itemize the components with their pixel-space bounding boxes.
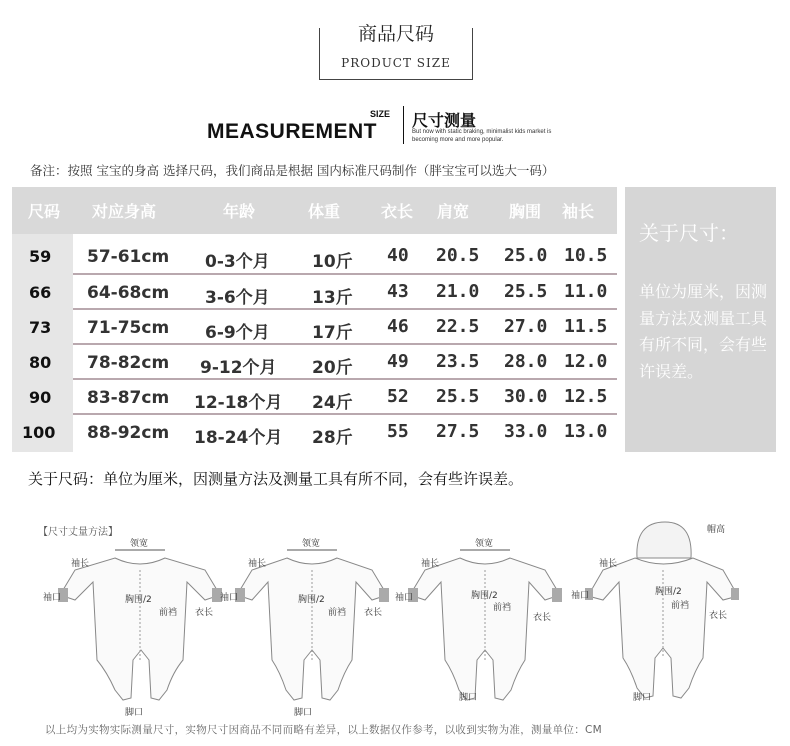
cell-weight: 20斤 [312, 358, 353, 378]
header-size: 尺码 [28, 202, 61, 221]
label-leg: 脚口 [459, 693, 478, 703]
size-selection-note: 备注：按照 宝宝的身高 选择尺码，我们商品是根据 国内标准尺码制作（胖宝宝可以选大一码） [30, 163, 555, 178]
romper-illustration [43, 539, 225, 718]
cell-chest: 28.0 [504, 351, 548, 372]
header-sleeve: 袖长 [562, 202, 595, 221]
table-row [12, 345, 617, 381]
hooded-romper-diagram [571, 518, 745, 722]
label-hood: 帽高 [707, 525, 726, 535]
label-crotch: 前裆 [159, 608, 178, 618]
footer-disclaimer: 以上均为实物实际测量尺寸，实物尺寸因商品不同而略有差异，以上数据仅作参考，以收到实物为准，测量单位：CM [45, 724, 602, 736]
label-cuff: 袖口 [43, 593, 62, 603]
cell-shoulder: 27.5 [436, 421, 480, 442]
cell-chest: 30.0 [504, 386, 548, 407]
cell-sleeve: 11.0 [564, 281, 608, 302]
cell-weight: 17斤 [312, 323, 353, 343]
cell-weight: 28斤 [312, 428, 353, 448]
cell-chest: 25.0 [504, 245, 548, 266]
table-row [12, 310, 617, 346]
cell-shoulder: 23.5 [436, 351, 480, 372]
cell-sleeve: 13.0 [564, 421, 608, 442]
cell-length: 46 [387, 316, 409, 337]
cell-chest: 25.5 [504, 281, 548, 302]
cell-shoulder: 22.5 [436, 316, 480, 337]
size-info-title: 关于尺寸： [639, 221, 739, 245]
cell-height: 88-92cm [87, 423, 170, 443]
cell-age: 12-18个月 [194, 393, 283, 413]
label-chest: 胸围/2 [655, 587, 682, 597]
cell-size: 59 [29, 247, 52, 266]
cell-chest: 27.0 [504, 316, 548, 337]
cell-height: 71-75cm [87, 318, 170, 338]
cell-age: 6-9个月 [205, 323, 270, 343]
cell-age: 0-3个月 [205, 252, 270, 272]
measurement-title-en: MEASUREMENT [207, 120, 378, 143]
label-leg: 脚口 [294, 708, 313, 718]
size-table [12, 187, 617, 452]
size-info-panel [625, 187, 776, 452]
cell-length: 43 [387, 281, 409, 302]
romper-diagram-2 [220, 539, 392, 719]
table-row [12, 415, 617, 451]
hooded-romper-illustration [571, 518, 745, 718]
label-sleeve: 袖长 [421, 559, 440, 569]
label-crotch: 前裆 [493, 603, 512, 613]
label-sleeve: 袖长 [71, 559, 90, 569]
label-chest: 胸围/2 [471, 591, 498, 601]
header-shoulder: 肩宽 [437, 202, 470, 221]
cell-length: 49 [387, 351, 409, 372]
label-leg: 脚口 [633, 693, 652, 703]
cell-length: 55 [387, 421, 409, 442]
cell-weight: 24斤 [312, 393, 353, 413]
cell-shoulder: 21.0 [436, 281, 480, 302]
divider [403, 106, 404, 144]
label-length: 衣长 [709, 611, 728, 621]
cell-sleeve: 12.5 [564, 386, 608, 407]
label-sleeve: 袖长 [599, 559, 618, 569]
label-collar: 领宽 [475, 539, 494, 549]
cell-shoulder: 25.5 [436, 386, 480, 407]
label-cuff: 袖口 [220, 593, 239, 603]
label-chest: 胸围/2 [125, 595, 152, 605]
cell-age: 18-24个月 [194, 428, 283, 448]
label-length: 衣长 [195, 608, 214, 618]
cell-height: 78-82cm [87, 353, 170, 373]
label-length: 衣长 [364, 608, 383, 618]
page-title: 商品尺码 [326, 19, 466, 46]
label-collar: 领宽 [302, 539, 321, 549]
cell-weight: 13斤 [312, 288, 353, 308]
cell-sleeve: 11.5 [564, 316, 608, 337]
label-collar: 领宽 [130, 539, 149, 549]
measurement-tagline: But now with static braking, minimalist kids market is becoming more and more popular. [412, 129, 552, 143]
cell-size: 66 [29, 283, 52, 302]
header-height: 对应身高 [92, 202, 157, 221]
table-row [12, 239, 617, 275]
page-subtitle: PRODUCT SIZE [341, 56, 451, 70]
label-chest: 胸围/2 [298, 595, 325, 605]
romper-diagram-3 [395, 539, 565, 719]
label-crotch: 前裆 [328, 608, 347, 618]
table-row [12, 275, 617, 311]
cell-age: 9-12个月 [200, 358, 277, 378]
size-info-body: 单位为厘米，因测量方法及测量工具有所不同，会有些许误差。 [639, 282, 768, 381]
header-chest: 胸围 [509, 202, 542, 221]
cell-size: 90 [29, 388, 52, 407]
measure-method-title: 【尺寸丈量方法】 [38, 527, 118, 538]
header-weight: 体重 [308, 202, 341, 221]
measurement-size-tag: SIZE [370, 109, 391, 119]
romper-illustration [220, 539, 392, 718]
label-length: 衣长 [533, 613, 552, 623]
label-sleeve: 袖长 [248, 559, 267, 569]
header-age: 年龄 [223, 202, 256, 221]
cell-size: 80 [29, 353, 52, 372]
romper-diagram-1 [43, 539, 225, 719]
size-unit-note: 关于尺码：单位为厘米，因测量方法及测量工具有所不同，会有些许误差。 [28, 470, 524, 488]
cell-length: 52 [387, 386, 409, 407]
label-cuff: 袖口 [395, 593, 414, 603]
cell-height: 83-87cm [87, 388, 170, 408]
table-row [12, 380, 617, 416]
cell-length: 40 [387, 245, 409, 266]
cell-height: 64-68cm [87, 283, 170, 303]
romper-illustration [395, 539, 565, 715]
label-crotch: 前裆 [671, 601, 690, 611]
cell-height: 57-61cm [87, 247, 170, 267]
table-header [12, 187, 617, 234]
cell-size: 73 [29, 318, 52, 337]
cell-shoulder: 20.5 [436, 245, 480, 266]
cell-weight: 10斤 [312, 252, 353, 272]
cell-age: 3-6个月 [205, 288, 270, 308]
label-cuff: 袖口 [571, 591, 590, 601]
cell-sleeve: 12.0 [564, 351, 608, 372]
header-length: 衣长 [381, 202, 414, 221]
cell-chest: 33.0 [504, 421, 548, 442]
cell-size: 100 [22, 423, 56, 442]
cell-sleeve: 10.5 [564, 245, 608, 266]
label-leg: 脚口 [125, 708, 144, 718]
measurement-title-cn: 尺寸测量 [412, 111, 477, 130]
